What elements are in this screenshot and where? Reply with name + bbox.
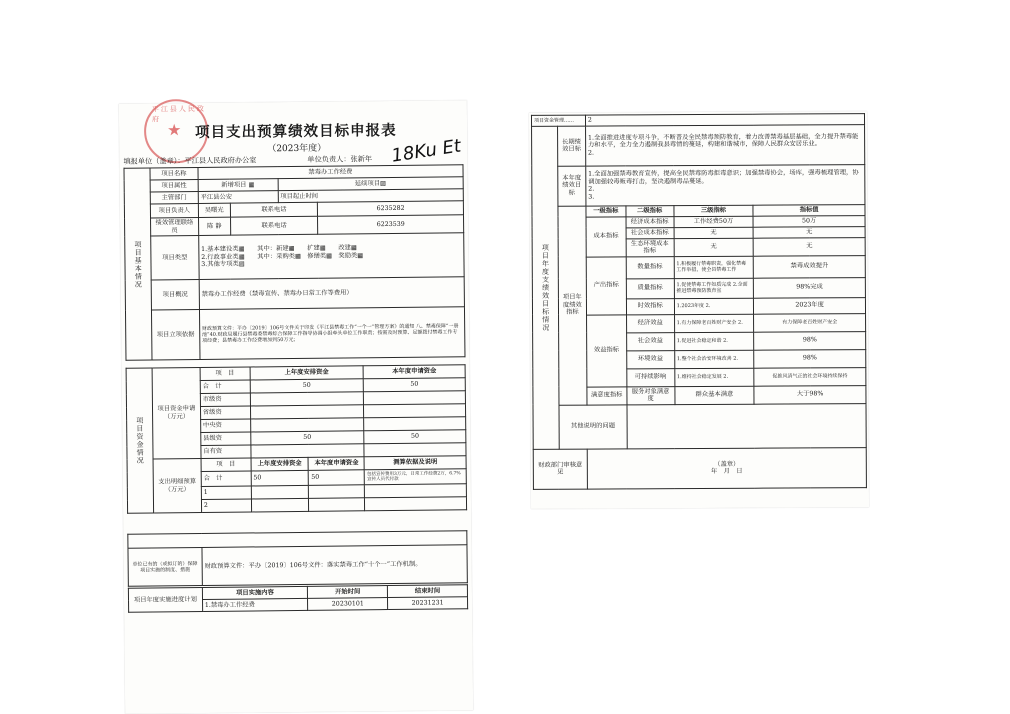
project-name: 禁毒办工作经费 [198, 165, 463, 180]
basic-info-table: 项目基本情况 项目名称 禁毒办工作经费 项目属性 新增项目 ▦ 延续项目▨ 主管部门 平江县公安 项目起止时间 项目负责人 吴曙光 联系电话 6235282 绩效管理联络员 陈 静 联系电话 6223539 项目类型 1.基本建设类▦ 其中：新建▦ 扩建▦ 改建▦ 2.行政事业类▦ 其中：采购类▦ 修缮类▦ 奖励类▦ 3.其他专项类▨ 项目概况 禁毒办工作经费（禁毒宣传、禁毒办日常工作等费用） 项目立项依据 财政预算文件：平办〔2019〕106号文件关于印发《平江县禁毒工作“一个一”管理方案》的通知 八、禁毒保障“一册池”40.财政局履行县禁毒委禁毒综合保障工作指导协调小组牵头单位工作职责；按需及时预算、足额拨付禁毒工作专项经费；县禁毒办工作经费增加到50万元； [123, 164, 465, 361]
goals-table: 项目资金管理…… 2 项目年度支绩效目标情况 长期绩效目标 1.全面推进进度专项斗争，不断普及全民禁毒预防教育，着力改善禁毒基层基础，全力提升禁毒能力和水平，全力全力遏制我县毒情的蔓延，构建和谐城市，保障人民群众安居乐业。 2. 本年度绩效目标 1.全面加强禁毒教育宣传，提高全民禁毒防毒拒毒意识；加强禁毒协会，场库，强毒梳理管理，协调加强较毒贩毒打击，坚决遏制毒品蔓延。 2. 3. 项目年度绩效指标 一级指标 二级指标 三级指标 指标值 成本指标 经济成本指标 工作经费50万 50万 社会成本指标 无 无 生态环境成本指标 无 无 产出指标 数量指标 1.积极履行禁毒职责，强化禁毒工作举措，使全县禁毒工作 禁毒成效提升 质量指标 1.促使禁毒工作如质完成 2.全面推进禁毒预防教育宣 98%完成 时效指标 1.2023年度 2. 2023年度 效益指标 经济效益 1.有力保障老百姓财产安全 2. 有力保障老百姓财产安全 社会效益 1.促进社会稳定和谐 2. 98% 环境效益 1.整个社会治安环境改善 2. 98% 可持续影响 1.维持社会稳定发展 2. 促推风清气正的社会环境持续保持 满意度指标 服务对象满意度 群众基本满意 大于98% 其他说明的问题 财政部门审核意见 （盖章） 年 月 日 [531, 113, 867, 489]
other-notes-label: 其他说明的问题 [559, 405, 627, 449]
unit-head: 单位负责人：张新年 [307, 154, 373, 164]
leader-name: 吴曙光 [198, 203, 230, 217]
system-table: 单位已有的（或拟订的）保障项目实施的制度、措施 财政预算文件：平办〔2019〕106号文件：落实禁毒工作“十个一”工作机制。 [127, 530, 468, 587]
finance-review: （盖章） 年 月 日 [587, 447, 866, 488]
system-text: 财政预算文件：平办〔2019〕106号文件：落实禁毒工作“十个一”工作机制。 [202, 545, 468, 586]
left-form-page [119, 100, 473, 714]
competent-dept: 平江县公安 [198, 191, 278, 204]
project-type: 1.基本建设类▦ 其中：新建▦ 扩建▦ 改建▦ 2.行政事业类▦ 其中：采购类▦ 修缮类▦ 奖励类▦ 3.其他专项类▨ [198, 233, 464, 280]
plan-table: 项目年度实施进度计划 项目实施内容 开始时间 结束时间 1.禁毒办工作经费 20230101 20231231 [128, 584, 468, 613]
leader-phone: 6235282 [318, 201, 464, 217]
section-basic: 项目基本情况 [124, 168, 152, 360]
reporting-unit: 填报单位（盖章）：平江县人民政府办公室 [123, 155, 257, 166]
funds-table: 项目资金情况 项目资金申请（万元） 项 目 上年度安排资金 本年度申请资金 合 计 50 50 市级资 省级资 中央资 县级资 50 50 自有资 支出明细预算（万元） 项 目 上年度安排资金 本年度申请资金 测算依据及说明 合 计 50 50 包括宣传费用3万元，日常工作经费2万，6.7%宣传人员代付款 1 2 [126, 364, 468, 514]
liaison-name: 陈 静 [198, 217, 230, 235]
seal-text: 平江县人民政府 [151, 104, 206, 124]
seal-star-icon: ★ [166, 120, 182, 140]
project-basis: 财政预算文件：平办〔2019〕106号文件关于印发《平江县禁毒工作“一个一”管理方案》的通知 八、禁毒保障“一册池”40.财政局履行县禁毒委禁毒综合保障工作指导协调小组牵头单位工作职责；按需及时预算、足额拨付禁毒工作专项经费；县禁毒办工作经费增加到50万元； [199, 307, 465, 360]
handwritten-signature: 18Ku Et [390, 135, 463, 167]
other-notes [627, 403, 866, 448]
form-year: （2023年度） [267, 143, 327, 155]
section-goals: 项目年度支绩效目标情况 [532, 126, 560, 449]
section-funds: 项目资金情况 [126, 368, 153, 513]
liaison-phone: 6223539 [318, 215, 464, 235]
form-title: 项目支出预算绩效目标申报表 [195, 121, 397, 142]
annual-goal: 1.全面加强禁毒教育宣传，提高全民禁毒防毒拒毒意识；加强禁毒协会，场库，强毒梳理管理，协调加强较毒贩毒打击，坚决遏制毒品蔓延。 2. 3. [586, 164, 865, 205]
finance-review-label: 财政部门审核意见 [533, 449, 587, 489]
right-form-page [529, 111, 869, 509]
long-term-goal: 1.全面推进进度专项斗争，不断普及全民禁毒预防教育，着力改善禁毒基层基础，全力提升禁毒能力和水平，全力全力遏制我县毒情的蔓延，构建和谐城市，保障人民群众安居乐业。 2. [585, 124, 864, 165]
project-overview: 禁毒办工作经费（禁毒宣传、禁毒办日常工作等费用） [199, 277, 465, 310]
